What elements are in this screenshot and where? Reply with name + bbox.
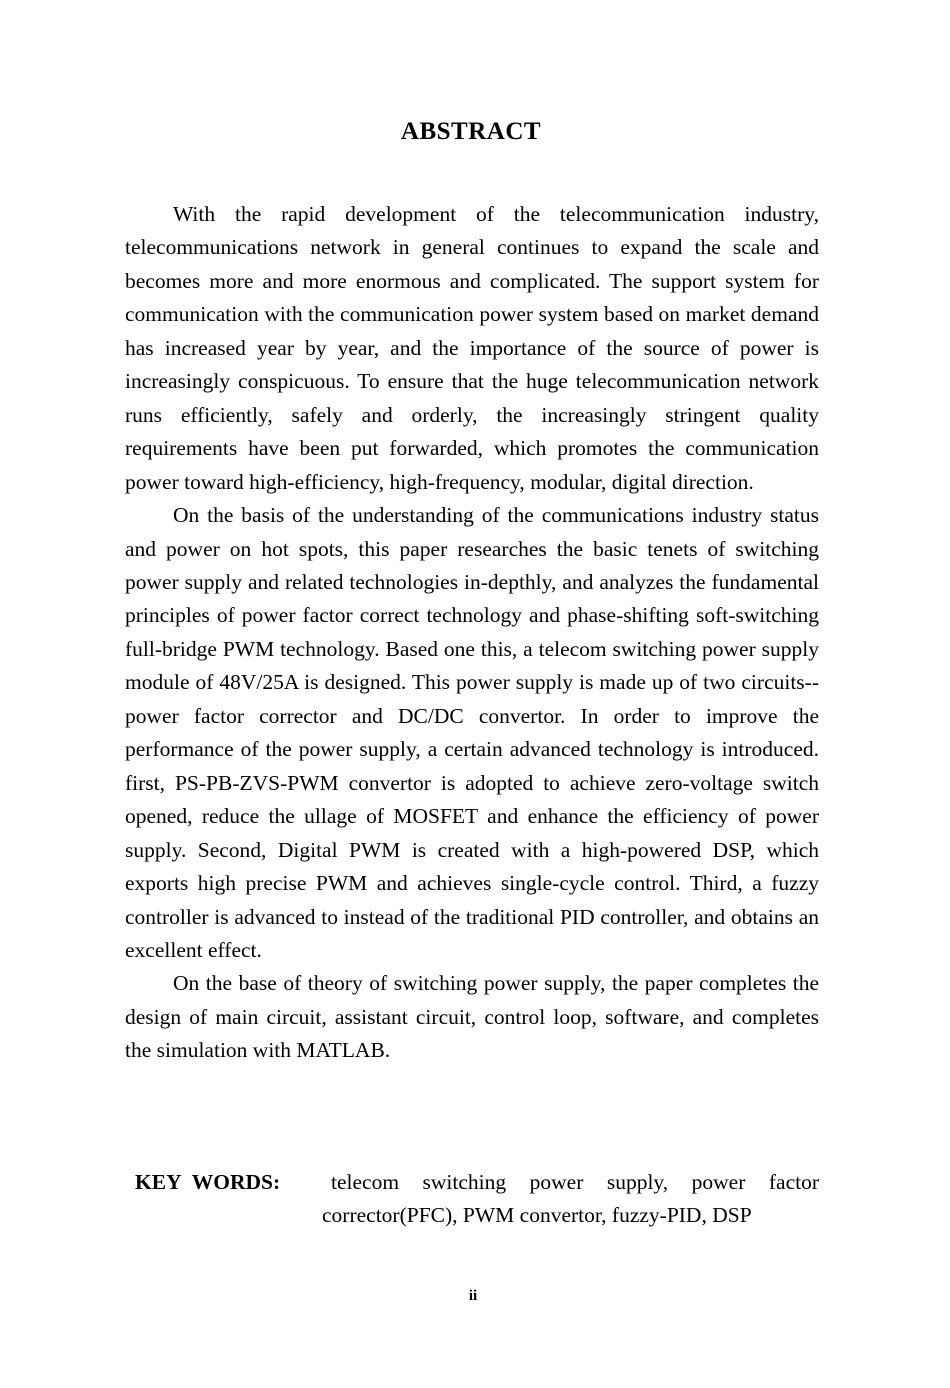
keywords-label: KEY WORDS:: [135, 1170, 281, 1194]
abstract-heading: ABSTRACT: [400, 118, 542, 145]
abstract-paragraph-1: With the rapid development of the telecommunication industry, telecommunications network in general continues to expand the scale and becomes more and more enormous and complicated. The support system for communication with the communication power system based on market demand has increased year by year, and the importance of the source of power is increasingly conspicuous. To ensure that the huge telecommunication network runs efficiently, safely and orderly, the increasingly stringent quality requirements have been put forwarded, which promotes the communication power toward high-efficiency, high-frequency, modular, digital direction.: [125, 202, 819, 494]
keywords-text: telecom switching power supply, power factor corrector(PFC), PWM convertor, fuzzy-PID, DSP: [322, 1170, 819, 1228]
abstract-paragraph-2: On the basis of the understanding of the communications industry status and power on hot spots, this paper researches the basic tenets of switching power supply and related technologies in-depthly, and analyzes the fundamental principles of power factor correct technology and phase-shifting soft-switching full-bridge PWM technology. Based one this, a telecom switching power supply module of 48V/25A is designed. This power supply is made up of two circuits--power factor corrector and DC/DC convertor. In order to improve the performance of the power supply, a certain advanced technology is introduced. first, PS-PB-ZVS-PWM convertor is adopted to achieve zero-voltage switch opened, reduce the ullage of MOSFET and enhance the efficiency of power supply. Second, Digital PWM is created with a high-powered DSP, which exports high precise PWM and achieves single-cycle control. Third, a fuzzy controller is advanced to instead of the traditional PID controller, and obtains an excellent effect.: [125, 503, 819, 962]
abstract-body: [125, 198, 819, 1068]
keywords-block: [135, 1166, 819, 1233]
abstract-paragraph-3: On the base of theory of switching power supply, the paper completes the design of main circuit, assistant circuit, control loop, software, and completes the simulation with MATLAB.: [125, 971, 819, 1063]
page-number: ii: [468, 1288, 478, 1304]
